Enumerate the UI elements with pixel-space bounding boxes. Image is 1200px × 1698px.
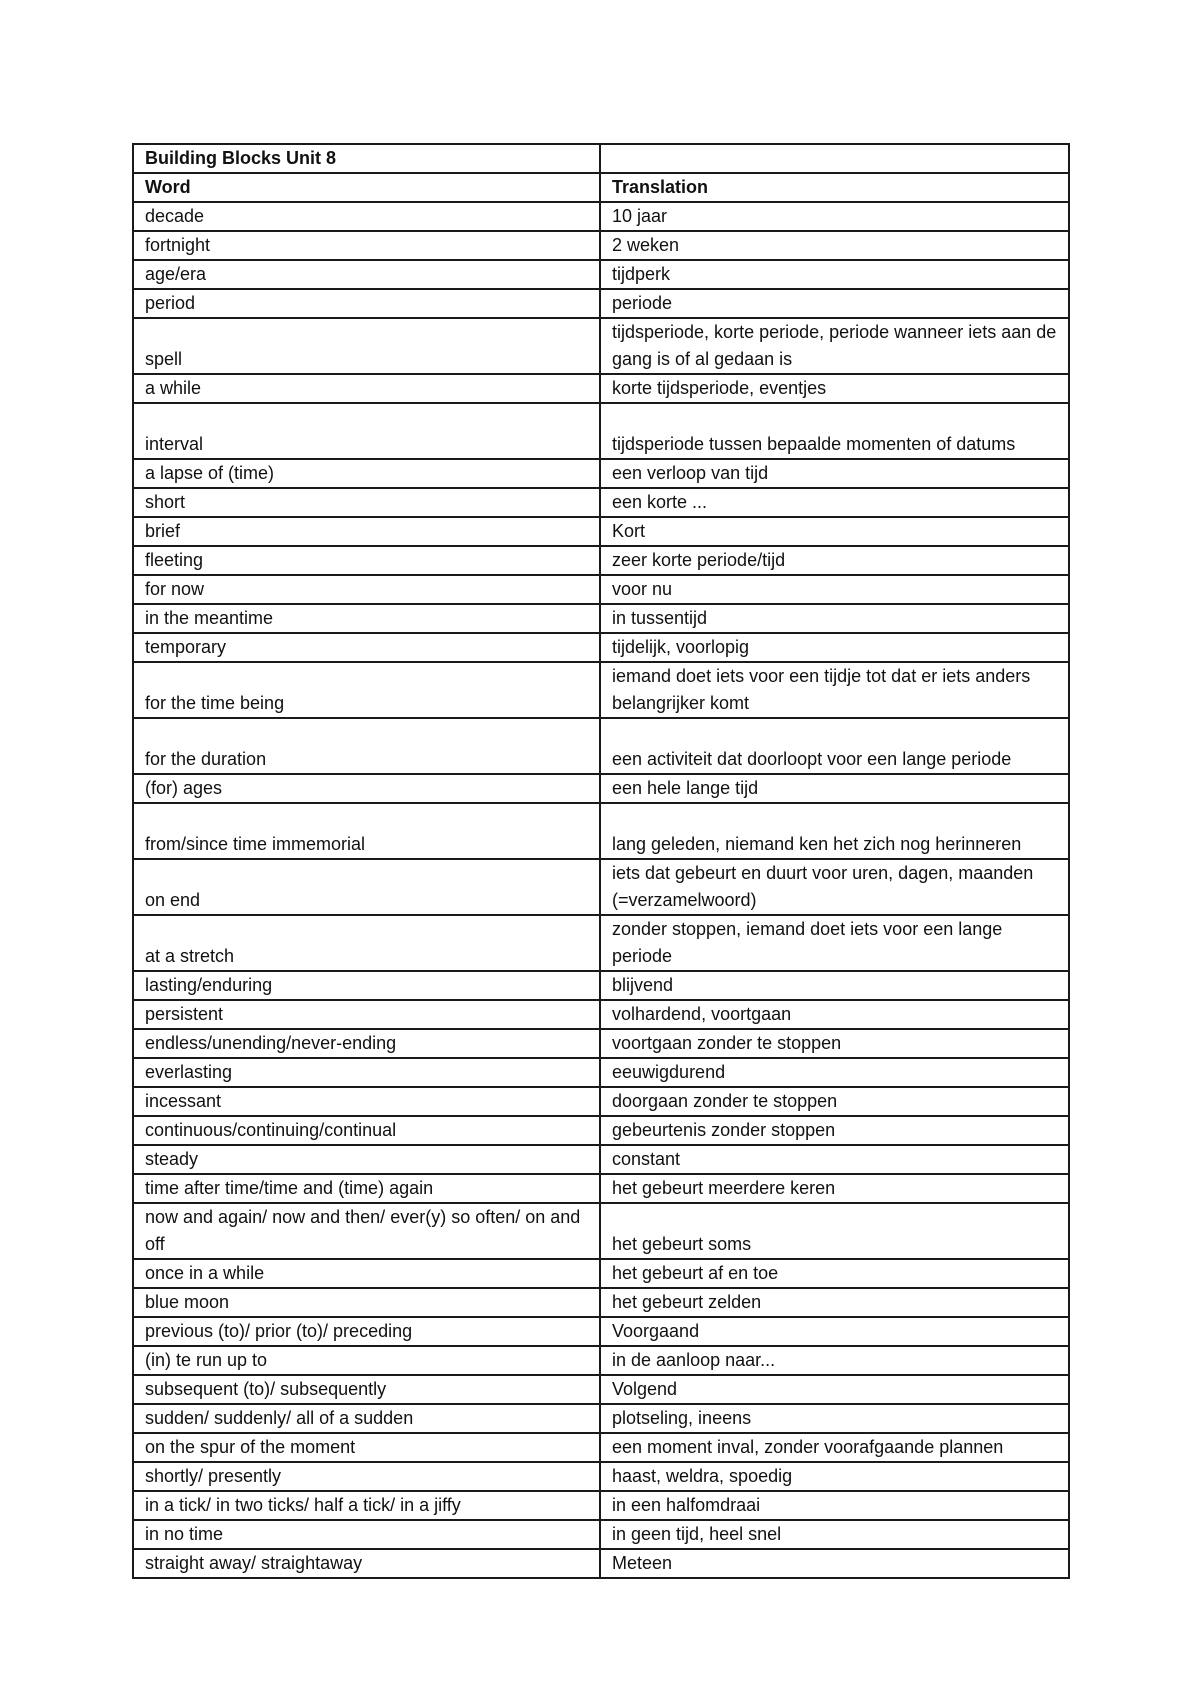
word-cell: once in a while: [133, 1259, 600, 1288]
table-row: [133, 374, 1069, 403]
word-cell: period: [133, 289, 600, 318]
translation-cell: doorgaan zonder te stoppen: [600, 1087, 1069, 1116]
word-cell: fleeting: [133, 546, 600, 575]
word-cell: continuous/continuing/continual: [133, 1116, 600, 1145]
word-cell: everlasting: [133, 1058, 600, 1087]
word-cell: age/era: [133, 260, 600, 289]
word-cell: time after time/time and (time) again: [133, 1174, 600, 1203]
translation-cell: zonder stoppen, iemand doet iets voor een lange periode: [600, 915, 1069, 971]
title-row: [133, 144, 1069, 173]
translation-cell: iets dat gebeurt en duurt voor uren, dagen, maanden (=verzamelwoord): [600, 859, 1069, 915]
word-cell: now and again/ now and then/ ever(y) so often/ on and off: [133, 1203, 600, 1259]
word-cell: in the meantime: [133, 604, 600, 633]
translation-cell: Kort: [600, 517, 1069, 546]
table-row: [133, 1203, 1069, 1259]
translation-cell: in geen tijd, heel snel: [600, 1520, 1069, 1549]
translation-cell: tijdperk: [600, 260, 1069, 289]
word-cell: endless/unending/never-ending: [133, 1029, 600, 1058]
table-row: [133, 1317, 1069, 1346]
translation-cell: het gebeurt af en toe: [600, 1259, 1069, 1288]
translation-cell: een verloop van tijd: [600, 459, 1069, 488]
table-row: [133, 546, 1069, 575]
table-row: [133, 202, 1069, 231]
table-row: [133, 289, 1069, 318]
translation-cell: een hele lange tijd: [600, 774, 1069, 803]
table-row: [133, 1404, 1069, 1433]
table-row: [133, 1116, 1069, 1145]
word-cell: subsequent (to)/ subsequently: [133, 1375, 600, 1404]
translation-cell: het gebeurt zelden: [600, 1288, 1069, 1317]
translation-cell: constant: [600, 1145, 1069, 1174]
translation-cell: een moment inval, zonder voorafgaande plannen: [600, 1433, 1069, 1462]
translation-cell: in de aanloop naar...: [600, 1346, 1069, 1375]
table-row: [133, 1000, 1069, 1029]
translation-cell: korte tijdsperiode, eventjes: [600, 374, 1069, 403]
table-row: [133, 1029, 1069, 1058]
translation-cell: blijvend: [600, 971, 1069, 1000]
translation-cell: het gebeurt meerdere keren: [600, 1174, 1069, 1203]
word-cell: steady: [133, 1145, 600, 1174]
table-row: [133, 1491, 1069, 1520]
word-cell: in no time: [133, 1520, 600, 1549]
table-row: [133, 1433, 1069, 1462]
word-cell: for the time being: [133, 662, 600, 718]
word-cell: a lapse of (time): [133, 459, 600, 488]
table-row: [133, 1058, 1069, 1087]
translation-cell: zeer korte periode/tijd: [600, 546, 1069, 575]
word-cell: from/since time immemorial: [133, 803, 600, 859]
table-row: [133, 488, 1069, 517]
word-cell: a while: [133, 374, 600, 403]
table-row: [133, 604, 1069, 633]
word-cell: lasting/enduring: [133, 971, 600, 1000]
word-cell: at a stretch: [133, 915, 600, 971]
translation-cell: voortgaan zonder te stoppen: [600, 1029, 1069, 1058]
word-cell: decade: [133, 202, 600, 231]
translation-cell: tijdelijk, voorlopig: [600, 633, 1069, 662]
word-cell: on the spur of the moment: [133, 1433, 600, 1462]
header-row: [133, 173, 1069, 202]
table-row: [133, 1520, 1069, 1549]
translation-cell: iemand doet iets voor een tijdje tot dat er iets anders belangrijker komt: [600, 662, 1069, 718]
table-row: [133, 1288, 1069, 1317]
word-cell: spell: [133, 318, 600, 374]
table-row: [133, 318, 1069, 374]
translation-cell: eeuwigdurend: [600, 1058, 1069, 1087]
word-cell: (in) te run up to: [133, 1346, 600, 1375]
word-cell: shortly/ presently: [133, 1462, 600, 1491]
table-row: [133, 1087, 1069, 1116]
translation-cell: in een halfomdraai: [600, 1491, 1069, 1520]
table-row: [133, 459, 1069, 488]
word-cell: straight away/ straightaway: [133, 1549, 600, 1578]
column-header-translation: Translation: [600, 173, 1069, 202]
translation-cell: Voorgaand: [600, 1317, 1069, 1346]
table-row: [133, 971, 1069, 1000]
table-row: [133, 859, 1069, 915]
table-row: [133, 1145, 1069, 1174]
column-header-word: Word: [133, 173, 600, 202]
table-row: [133, 575, 1069, 604]
word-cell: for the duration: [133, 718, 600, 774]
table-row: [133, 633, 1069, 662]
translation-cell: een korte ...: [600, 488, 1069, 517]
table-title-right: [600, 144, 1069, 173]
word-cell: temporary: [133, 633, 600, 662]
translation-cell: in tussentijd: [600, 604, 1069, 633]
table-row: [133, 1462, 1069, 1491]
table-row: [133, 260, 1069, 289]
word-cell: previous (to)/ prior (to)/ preceding: [133, 1317, 600, 1346]
word-cell: fortnight: [133, 231, 600, 260]
translation-cell: plotseling, ineens: [600, 1404, 1069, 1433]
table-row: [133, 1549, 1069, 1578]
translation-cell: het gebeurt soms: [600, 1203, 1069, 1259]
table-row: [133, 1259, 1069, 1288]
word-cell: for now: [133, 575, 600, 604]
vocabulary-table: [132, 143, 1070, 1579]
translation-cell: tijdsperiode tussen bepaalde momenten of datums: [600, 403, 1069, 459]
translation-cell: een activiteit dat doorloopt voor een lange periode: [600, 718, 1069, 774]
translation-cell: Volgend: [600, 1375, 1069, 1404]
table-row: [133, 718, 1069, 774]
table-row: [133, 231, 1069, 260]
translation-cell: haast, weldra, spoedig: [600, 1462, 1069, 1491]
word-cell: interval: [133, 403, 600, 459]
table-row: [133, 517, 1069, 546]
table-row: [133, 1346, 1069, 1375]
translation-cell: periode: [600, 289, 1069, 318]
table-row: [133, 803, 1069, 859]
table-row: [133, 403, 1069, 459]
table-row: [133, 1375, 1069, 1404]
word-cell: (for) ages: [133, 774, 600, 803]
translation-cell: gebeurtenis zonder stoppen: [600, 1116, 1069, 1145]
translation-cell: 10 jaar: [600, 202, 1069, 231]
word-cell: blue moon: [133, 1288, 600, 1317]
word-cell: short: [133, 488, 600, 517]
word-cell: sudden/ suddenly/ all of a sudden: [133, 1404, 600, 1433]
word-cell: on end: [133, 859, 600, 915]
table-row: [133, 774, 1069, 803]
word-cell: incessant: [133, 1087, 600, 1116]
table-row: [133, 1174, 1069, 1203]
translation-cell: lang geleden, niemand ken het zich nog herinneren: [600, 803, 1069, 859]
table-row: [133, 915, 1069, 971]
translation-cell: Meteen: [600, 1549, 1069, 1578]
table-row: [133, 662, 1069, 718]
translation-cell: voor nu: [600, 575, 1069, 604]
translation-cell: tijdsperiode, korte periode, periode wanneer iets aan de gang is of al gedaan is: [600, 318, 1069, 374]
translation-cell: 2 weken: [600, 231, 1069, 260]
word-cell: in a tick/ in two ticks/ half a tick/ in a jiffy: [133, 1491, 600, 1520]
word-cell: persistent: [133, 1000, 600, 1029]
translation-cell: volhardend, voortgaan: [600, 1000, 1069, 1029]
word-cell: brief: [133, 517, 600, 546]
table-title: Building Blocks Unit 8: [133, 144, 600, 173]
